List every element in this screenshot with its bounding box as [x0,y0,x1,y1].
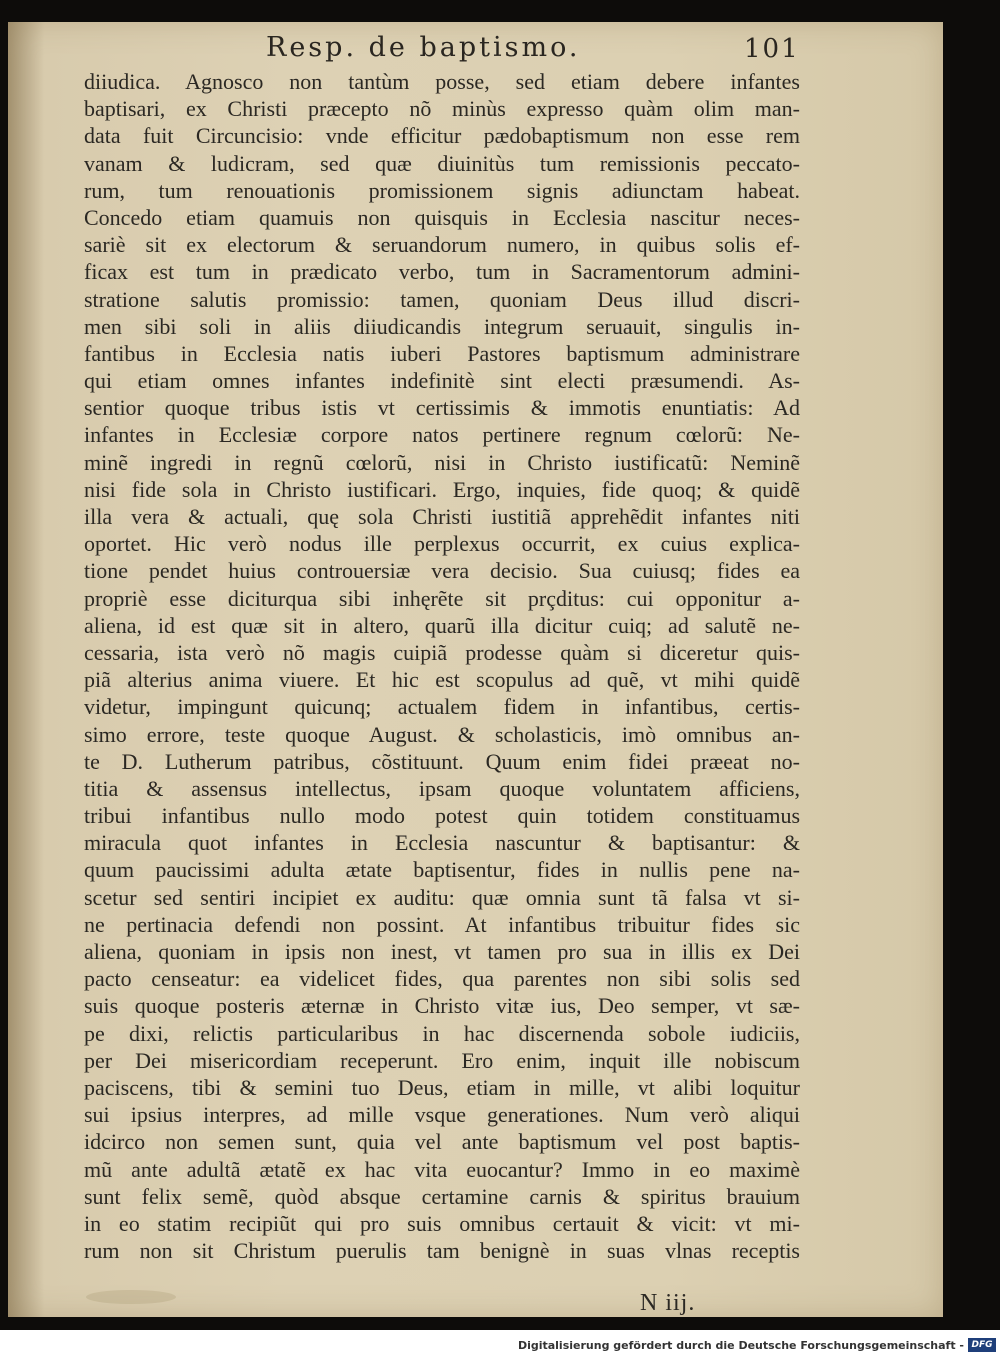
text-line: per Dei misericordiam receperunt. Ero enim, inquit ille nobiscum [84,1047,800,1073]
paper-stain [86,1290,176,1304]
text-line: miracula quot infantes in Ecclesia nascuntur & baptisantur: & [84,830,800,856]
text-line: aliena, id est quæ sit in altero, quarũ illa dicitur cuiq; ad salutẽ ne- [84,612,800,638]
text-line: tribui infantibus nullo modo potest quin totidem constituamus [84,803,800,829]
text-line: data fuit Circuncisio: vnde efficitur pædobaptismum non esse rem [84,123,800,149]
text-line: aliena, quoniam in ipsis non inest, vt tamen pro sua in illis ex Dei [84,939,800,964]
text-line: videtur, impingunt quicunq; actualem fidem in infantibus, certis- [84,694,800,720]
text-line: idcirco non semen sunt, quia vel ante baptismum vel post baptis- [84,1129,800,1155]
text-line: illa vera & actuali, quę sola Christi iustitiã apprehẽdit infantes niti [84,504,800,529]
text-line: scetur sed sentiri incipiet ex auditu: quæ omnia sunt tã falsa vt si- [84,884,800,910]
signature-mark: N iij. [640,1290,696,1316]
text-line: oportet. Hic verò nodus ille perplexus occurrit, ex cuius explica- [84,531,800,557]
text-line: minẽ ingredi in regnũ cœlorũ, nisi in Christo iustificatũ: Neminẽ [84,449,800,475]
text-line: titia & assensus intellectus, ipsam quoque voluntatem afficiens, [84,775,800,801]
footer-bar [0,1330,1000,1357]
text-line: propriè esse diciturqua sibi inhęrẽte sit prçditus: cui opponitur a- [84,585,800,611]
text-line: te D. Lutherum patribus, cõstituunt. Quum enim fidei præeat no- [84,748,800,774]
text-line: infantes in Ecclesiæ corpore natos pertinere regnum cœlorũ: Ne- [84,422,800,448]
text-line: qui etiam omnes infantes indefinitè sint electi præsumendi. As- [84,368,800,394]
text-line: stratione salutis promissio: tamen, quoniam Deus illud discri- [84,286,800,312]
funding-credit: Digitalisierung gefördert durch die Deutsche Forschungsgemeinschaft - [517,1339,964,1352]
text-line: sunt felix semẽ, quòd absque certamine carnis & spiritus brauium [84,1183,800,1209]
text-line: simo errore, teste quoque August. & scholasticis, imò omnibus an- [84,721,800,747]
text-line: piã alterius anima viuere. Et hic est scopulus ad quẽ, vt mihi quidẽ [84,667,800,693]
text-line: mũ ante adultã ætatẽ ex hac vita euocantur? Immo in eo maximè [84,1156,800,1182]
text-line: pacto censeatur: ea videlicet fides, qua parentes non sibi solis sed [84,966,800,992]
text-line: sariè sit ex electorum & seruandorum numero, in quibus solis ef- [84,232,800,258]
text-line: men sibi soli in aliis diiudicandis integrum seruauit, singulis in- [84,313,800,339]
text-line: cessaria, ista verò nõ magis cuipiã prodesse quàm si diceretur quis- [84,639,800,665]
text-line: quum paucissimi adulta ætate baptisentur, fides in nullis pene na- [84,857,800,883]
text-line: nisi fide sola in Christo iustificari. Ergo, inquies, fide quoq; & quidẽ [84,476,800,502]
running-head: Resp. de baptismo. [266,32,581,63]
page-number: 101 [744,34,800,64]
text-line: sui ipsius interpres, ad mille vsque generationes. Num verò aliqui [84,1102,800,1128]
dfg-logo-icon: DFG [968,1338,996,1352]
book-page [8,22,943,1317]
text-line: in eo statim recipiũt qui pro suis omnibus certauit & vicit: vt mi- [84,1210,800,1236]
text-line: pe dixi, relictis particularibus in hac discernenda sobole iudiciis, [84,1020,800,1046]
text-line: tione pendet huius controuersiæ vera decisio. Sua cuiusq; fides ea [84,558,800,584]
text-line: Concedo etiam quamuis non quisquis in Ecclesia nascitur neces- [84,204,800,230]
text-line: ficax est tum in prædicato verbo, tum in Sacramentorum admini- [84,259,800,285]
text-line: paciscens, tibi & semini tuo Deus, etiam in mille, vt alibi loquitur [84,1074,800,1100]
text-line: rum non sit Christum puerulis tam benignè in suas vlnas receptis [84,1238,800,1264]
text-line: sentior quoque tribus istis vt certissimis & immotis enuntiatis: Ad [84,395,800,421]
text-line: ne pertinacia defendi non possint. At infantibus tribuitur fides sic [84,911,800,937]
text-line: vanam & ludicram, sed quæ diuinitùs tum remissionis peccato- [84,150,800,176]
text-line: diiudica. Agnosco non tantùm posse, sed etiam debere infantes [84,69,800,94]
text-line: fantibus in Ecclesia natis iuberi Pastores baptismum administrare [84,340,800,366]
text-line: baptisari, ex Christi præcepto nõ minùs expresso quàm olim man- [84,96,800,122]
body-text [84,68,800,1264]
text-line: suis quoque posteris æternæ in Christo vitæ ius, Deo semper, vt sæ- [84,993,800,1019]
text-line: rum, tum renouationis promissionem signis adiunctam habeat. [84,177,800,203]
